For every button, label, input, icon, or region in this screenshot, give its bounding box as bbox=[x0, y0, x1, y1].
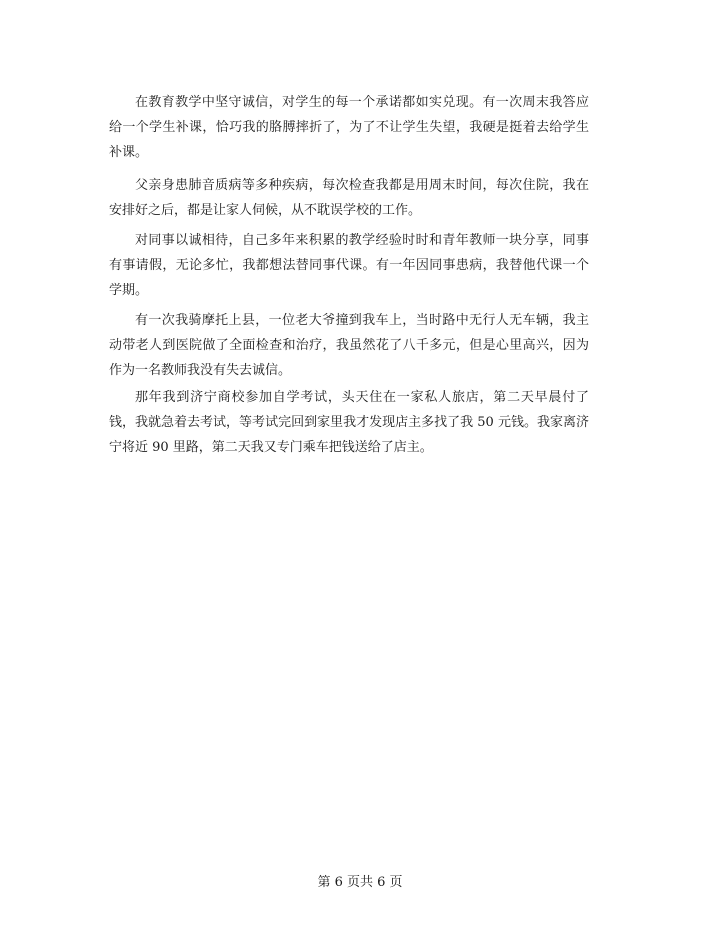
paragraph-motorcycle-accident: 有一次我骑摩托上县，一位老大爷撞到我车上，当时路中无行人无车辆，我主动带老人到医院做了全面检查和治疗，我虽然花了八千多元，但是心里高兴，因为作为一名教师我没有失去诚信。 bbox=[109, 313, 589, 378]
paragraph-father-illness: 父亲身患肺音质病等多种疾病，每次检查我都是用周末时间，每次住院，我在安排好之后，都是让家人伺候，从不耽误学校的工作。 bbox=[109, 178, 589, 218]
page-number-footer: 第 6 页共 6 页 bbox=[317, 875, 403, 890]
paragraph-hotel-refund: 那年我到济宁商校参加自学考试，头天住在一家私人旅店，第二天早晨付了钱，我就急着去考试，等考试完回到家里我才发现店主多找了我 50 元钱。我家离济宁将近 90 里路，第二天我又专门乘车把钱送给了店主。 bbox=[109, 390, 589, 455]
paragraph-colleagues: 对同事以诚相待，自己多年来积累的教学经验时时和青年教师一块分享，同事有事请假，无论多忙，我都想法替同事代课。有一年因同事患病，我替他代课一个学期。 bbox=[109, 233, 589, 298]
paragraph-promise-to-students: 在教育教学中坚守诚信，对学生的每一个承诺都如实兑现。有一次周末我答应给一个学生补课，恰巧我的胳膊摔折了，为了不让学生失望，我硬是挺着去给学生补课。 bbox=[109, 95, 589, 160]
